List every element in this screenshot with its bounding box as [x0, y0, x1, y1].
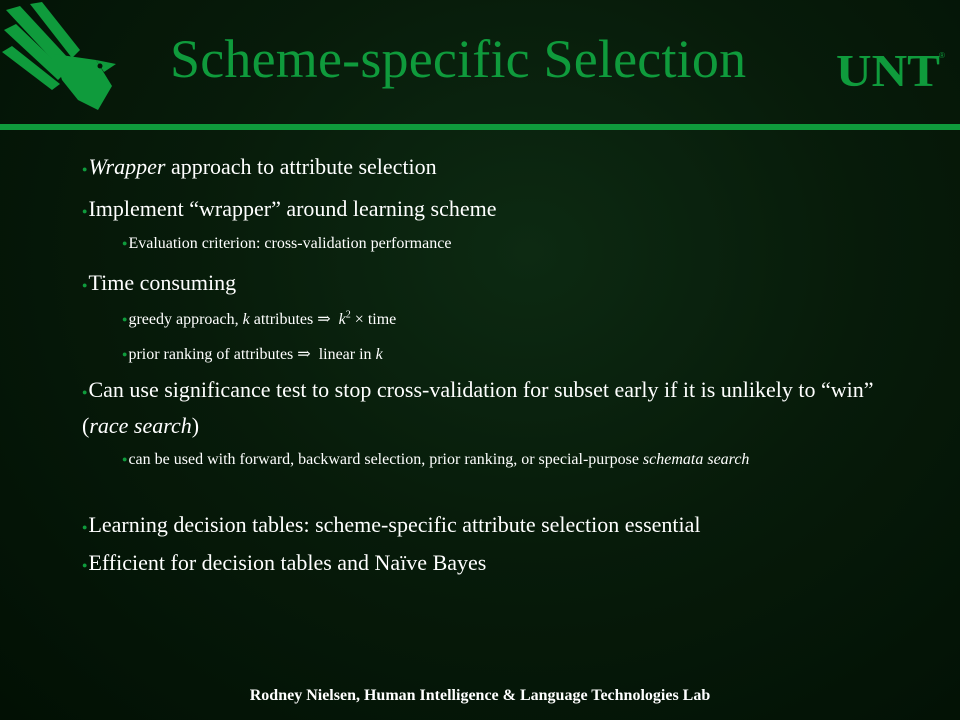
bullet-icon: ● [82, 522, 88, 532]
unt-logo-text: UNT [836, 45, 940, 94]
bullet-icon: ● [82, 164, 88, 174]
bullet-icon: ● [82, 560, 88, 570]
implies-arrow: ⇒ [317, 311, 331, 328]
bullet-icon: ● [122, 238, 128, 248]
slide-title: Scheme-specific Selection [170, 29, 747, 89]
bullet-icon: ● [82, 206, 88, 216]
slide-footer: Rodney Nielsen, Human Intelligence & Language Technologies Lab [249, 687, 711, 704]
bullet-icon: ● [82, 387, 88, 397]
sub-bullet-evaluation-criterion: ●Evaluation criterion: cross-validation performance [122, 235, 452, 252]
sub-bullet-greedy-approach: ●greedy approach, k attributes ⇒ $k^2$ × time [122, 309, 397, 328]
bullet-icon: ● [82, 280, 88, 290]
bullet-icon: ● [122, 314, 128, 324]
bullet-learning-decision-tables: ●Learning decision tables: scheme-specific attribute selection essential [82, 512, 701, 537]
bullet-wrapper-approach: ●Wrapper approach to attribute selection [82, 154, 437, 179]
bullet-significance-test: ●Can use significance test to stop cross-validation for subset early if it is unlikely to “win” (race search) [82, 377, 874, 438]
bullet-icon: ● [122, 349, 128, 359]
svg-text:®: ® [939, 51, 945, 60]
sub-bullet-search-variants: ●can be used with forward, backward selection, prior ranking, or special-purpose schemata search [122, 451, 750, 468]
bullet-implement-wrapper: ●Implement “wrapper” around learning scheme [82, 196, 497, 221]
implies-arrow: ⇒ [297, 346, 311, 363]
bullet-icon: ● [122, 454, 128, 464]
sub-bullet-prior-ranking: ●prior ranking of attributes ⇒ linear in k [122, 346, 383, 363]
bullet-time-consuming: ●Time consuming [82, 270, 237, 295]
bullet-efficient-naive-bayes: ●Efficient for decision tables and Naïve Bayes [82, 550, 487, 575]
